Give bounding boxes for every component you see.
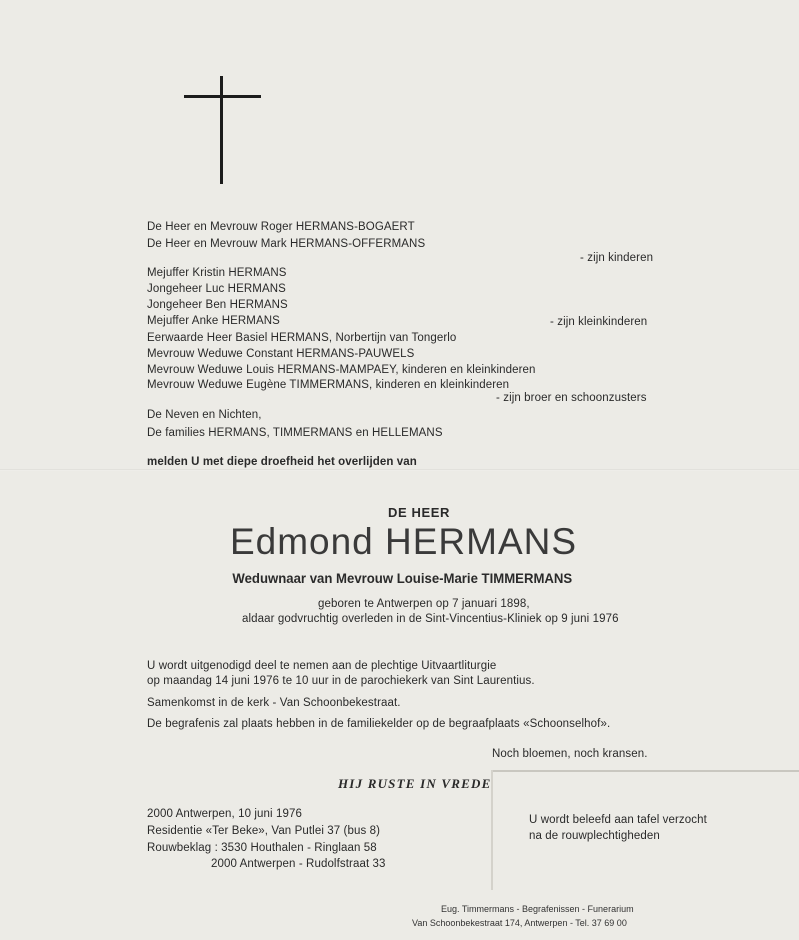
family-line: Mejuffer Kristin HERMANS bbox=[147, 267, 287, 279]
funeral-line: Samenkomst in de kerk - Van Schoonbekestraat. bbox=[147, 697, 401, 709]
address-line: Rouwbeklag : 3530 Houthalen - Ringlaan 58 bbox=[147, 842, 377, 854]
family-line: Eerwaarde Heer Basiel HERMANS, Norbertijn van Tongerlo bbox=[147, 332, 457, 344]
funeral-line: U wordt uitgenodigd deel te nemen aan de plechtige Uitvaartliturgie bbox=[147, 660, 497, 672]
family-line: Jongeheer Ben HERMANS bbox=[147, 299, 288, 311]
relation-label: - zijn kleinkinderen bbox=[550, 316, 648, 328]
death-info: aldaar godvruchtig overleden in de Sint-Vincentius-Kliniek op 9 juni 1976 bbox=[242, 613, 619, 625]
family-line: Mevrouw Weduwe Louis HERMANS-MAMPAEY, kinderen en kleinkinderen bbox=[147, 364, 536, 376]
birth-info: geboren te Antwerpen op 7 januari 1898, bbox=[318, 598, 530, 610]
family-line: De Heer en Mevrouw Mark HERMANS-OFFERMANS bbox=[147, 238, 426, 250]
address-line: 2000 Antwerpen - Rudolfstraat 33 bbox=[211, 858, 386, 870]
paper-fold bbox=[0, 469, 799, 471]
widower-of: Weduwnaar van Mevrouw Louise-Marie TIMMERMANS bbox=[232, 570, 573, 586]
relation-label: - zijn kinderen bbox=[580, 252, 654, 264]
funeral-line: op maandag 14 juni 1976 te 10 uur in de parochiekerk van Sint Laurentius. bbox=[147, 675, 535, 687]
family-line: De Heer en Mevrouw Roger HERMANS-BOGAERT bbox=[147, 221, 415, 233]
card-line: na de rouwplechtigheden bbox=[529, 830, 660, 842]
family-line: Mevrouw Weduwe Eugène TIMMERMANS, kinderen en kleinkinderen bbox=[147, 379, 510, 391]
rip-text: HIJ RUSTE IN VREDE bbox=[338, 776, 492, 791]
undertaker-line: Van Schoonbekestraat 174, Antwerpen - Tel. 37 69 00 bbox=[412, 918, 627, 928]
family-line: De Neven en Nichten, bbox=[147, 409, 262, 421]
address-line: Residentie «Ter Beke», Van Putlei 37 (bus 8) bbox=[147, 825, 381, 837]
card-line: U wordt beleefd aan tafel verzocht bbox=[529, 814, 707, 826]
undertaker-line: Eug. Timmermans - Begrafenissen - Funerarium bbox=[441, 904, 634, 914]
deceased-title: DE HEER bbox=[388, 505, 450, 520]
announcement: melden U met diepe droefheid het overlijden van bbox=[147, 456, 417, 468]
family-line: Mejuffer Anke HERMANS bbox=[147, 315, 280, 327]
family-line: Mevrouw Weduwe Constant HERMANS-PAUWELS bbox=[147, 348, 415, 360]
family-line: De families HERMANS, TIMMERMANS en HELLEMANS bbox=[147, 427, 443, 439]
funeral-line: De begrafenis zal plaats hebben in de familiekelder op de begraafplaats «Schoonselhof». bbox=[147, 718, 611, 730]
no-flowers-note: Noch bloemen, noch kransen. bbox=[492, 748, 648, 760]
family-line: Jongeheer Luc HERMANS bbox=[147, 283, 286, 295]
card-edge bbox=[491, 770, 493, 890]
card-edge bbox=[492, 770, 799, 772]
deceased-name: Edmond HERMANS bbox=[229, 521, 578, 562]
relation-label: - zijn broer en schoonzusters bbox=[496, 392, 647, 404]
address-line: 2000 Antwerpen, 10 juni 1976 bbox=[147, 808, 302, 820]
